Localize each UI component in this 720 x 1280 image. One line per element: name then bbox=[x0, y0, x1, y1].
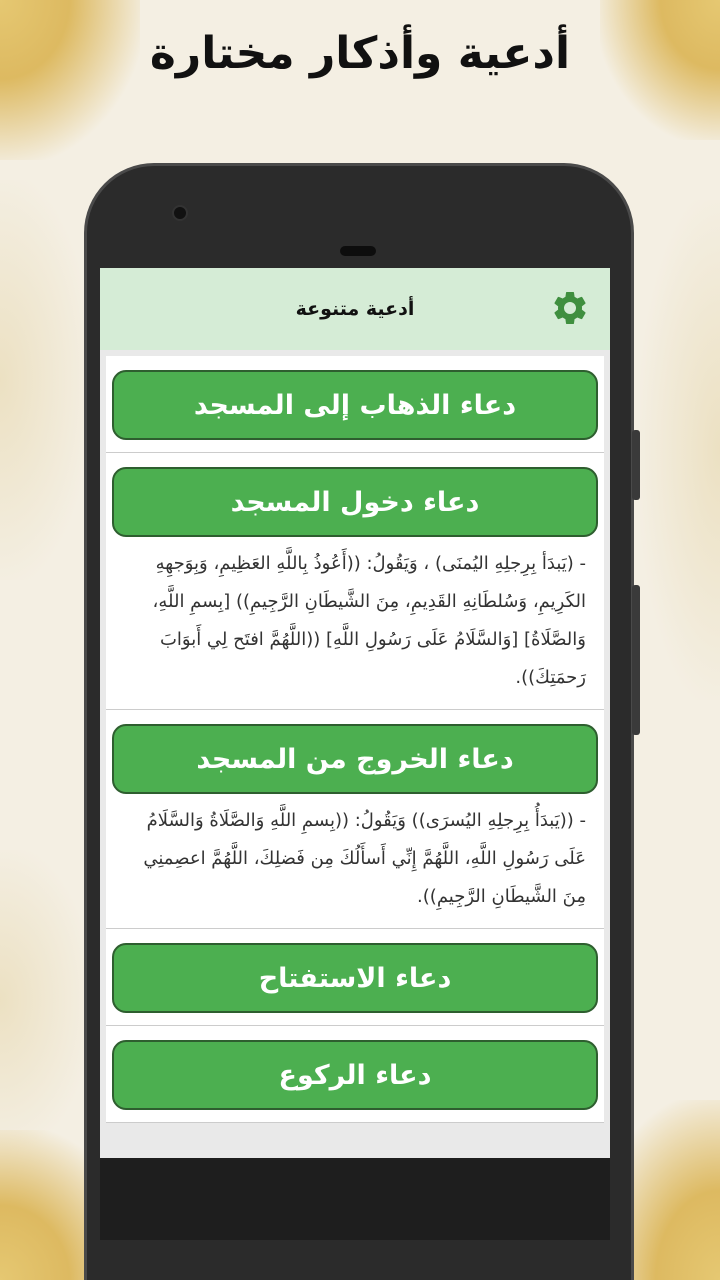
dua-text: - (يَبدَأ بِرِجلِهِ اليُمنَى) ، وَيَقُولُ: ((أَعُوذُ بِاللَّهِ العَظِيمِ، وَبِوَجهِهِ الكَرِيمِ، وَسُلطَانِهِ القَدِيمِ، مِنَ الشَّيطَانِ الرَّجِيمِ)) [بِسمِ اللَّهِ، وَالصَّلَاةُ] [وَالسَّلَامُ عَلَى رَسُولِ اللَّهِ] ((اللَّهُمَّ افتَح لِي أَبوَابَ رَحمَتِكَ)). bbox=[152, 553, 586, 688]
gear-icon[interactable] bbox=[550, 288, 590, 328]
app-header bbox=[100, 268, 610, 350]
header-title: أدعية متنوعة bbox=[295, 298, 415, 320]
ornament-left bbox=[0, 180, 90, 580]
list-item bbox=[106, 710, 604, 929]
ornament-left-lower bbox=[0, 850, 90, 1150]
dua-button[interactable]: دعاء الركوع bbox=[112, 1040, 598, 1110]
list-item bbox=[106, 356, 604, 453]
phone-power-button bbox=[632, 585, 640, 735]
dua-button[interactable]: دعاء دخول المسجد bbox=[112, 467, 598, 537]
dua-button[interactable]: دعاء الاستفتاح bbox=[112, 943, 598, 1013]
phone-camera bbox=[172, 205, 188, 221]
app-screen bbox=[100, 268, 610, 1158]
ornament-right bbox=[640, 200, 720, 700]
dua-button[interactable]: دعاء الذهاب إلى المسجد bbox=[112, 370, 598, 440]
dua-text: - ((يَبدَأُ بِرِجلِهِ اليُسرَى)) وَيَقُولُ: ((بِسمِ اللَّهِ وَالصَّلَاةُ وَالسَّلَامُ عَلَى رَسُولِ اللَّهِ، اللَّهُمَّ إِنِّي أَسأَلُكَ مِن فَضلِكَ، اللَّهُمَّ اعصِمنِي مِنَ الشَّيطَانِ الرَّجِيمِ)). bbox=[143, 810, 586, 907]
dua-list bbox=[100, 350, 610, 1123]
promo-title: أدعية وأذكار مختارة bbox=[149, 28, 571, 79]
list-item bbox=[106, 1026, 604, 1123]
ornament-top-left bbox=[0, 0, 140, 160]
list-item bbox=[106, 929, 604, 1026]
dua-button[interactable]: دعاء الخروج من المسجد bbox=[112, 724, 598, 794]
phone-speaker bbox=[340, 246, 376, 256]
phone-bottom-bar bbox=[100, 1158, 610, 1240]
phone-volume-button bbox=[632, 430, 640, 500]
list-item bbox=[106, 453, 604, 710]
